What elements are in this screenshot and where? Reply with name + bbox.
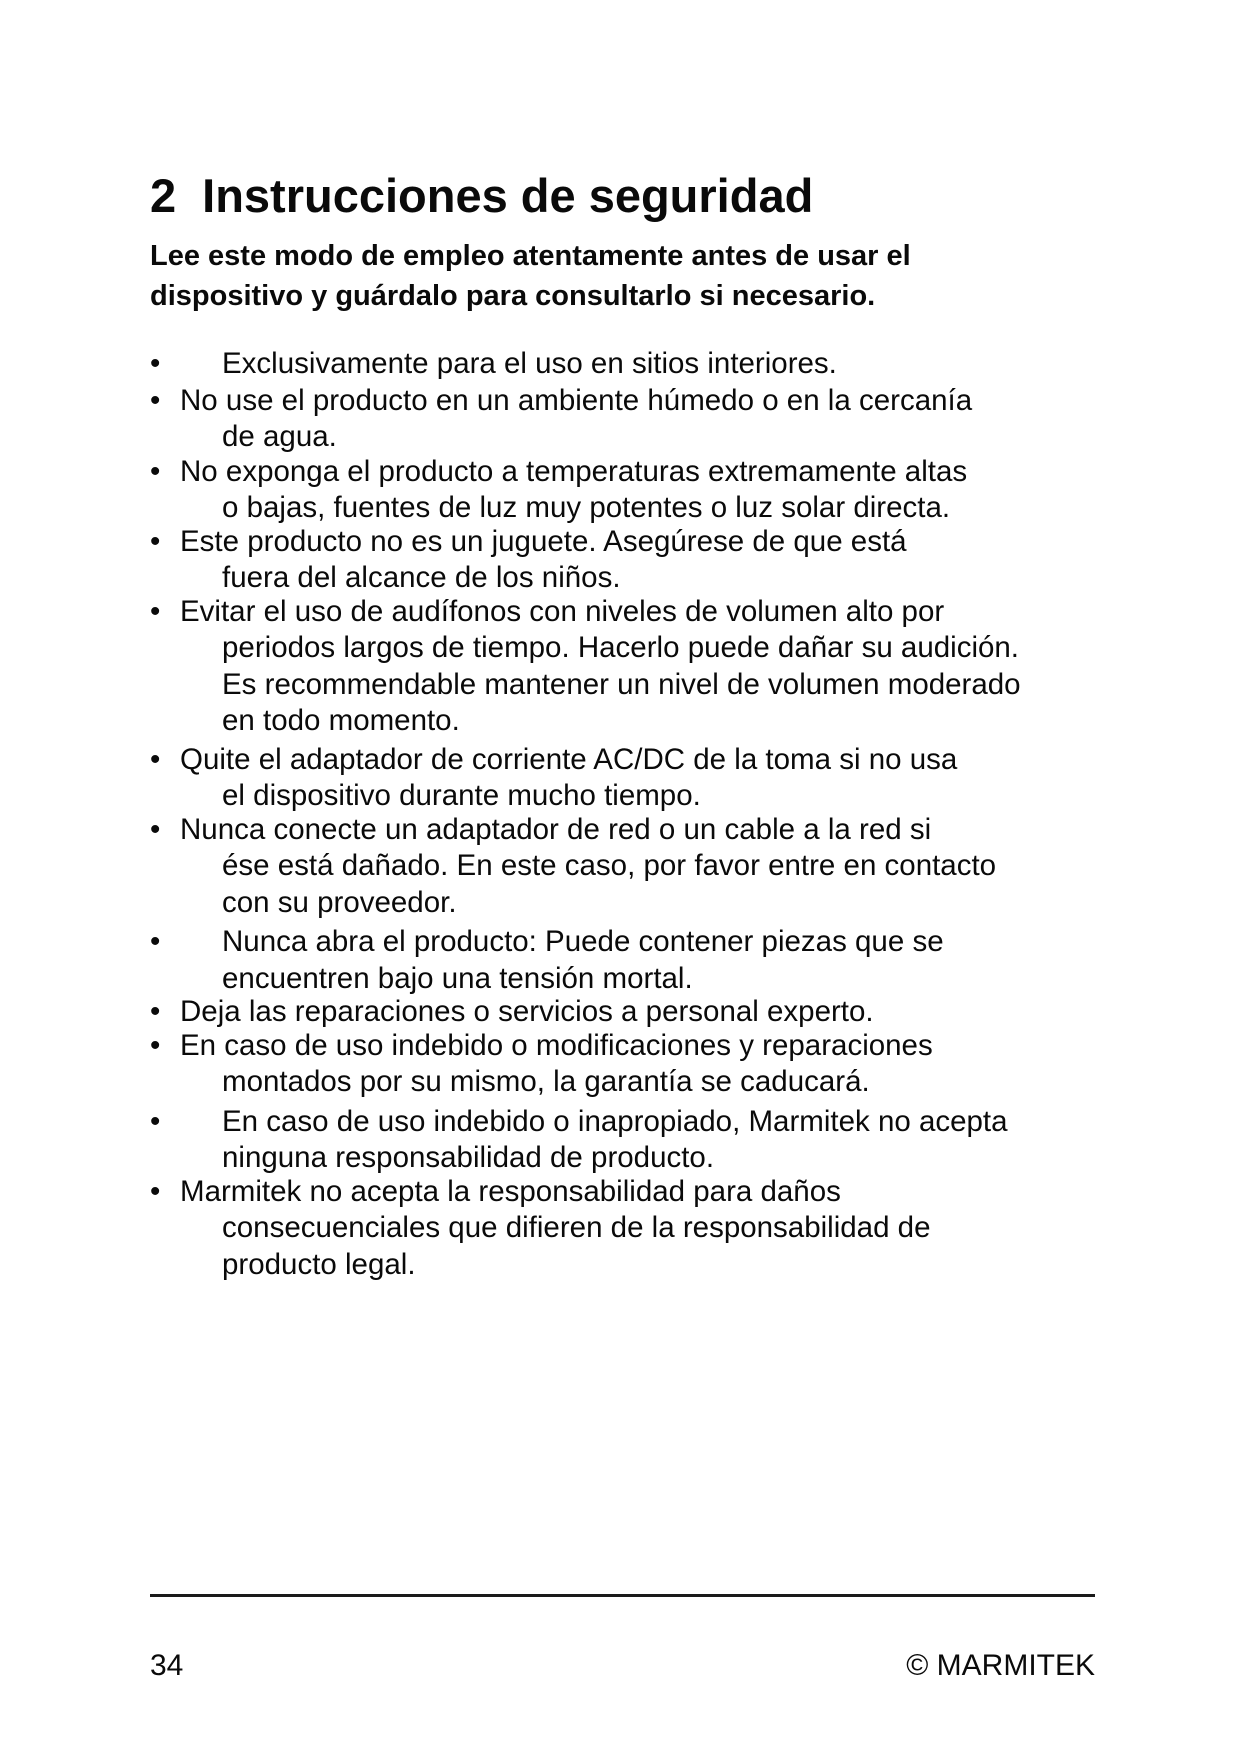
item-line: Este producto no es un juguete. Asegúrese de que está (180, 524, 907, 558)
list-item (150, 1104, 1110, 1177)
list-item (150, 812, 1110, 922)
item-line: Nunca abra el producto: Puede contener piezas que se (222, 925, 944, 958)
item-line: Evitar el uso de audífonos con niveles de volumen alto por (180, 594, 945, 628)
item-line: en todo momento. (222, 704, 460, 737)
intro-paragraph (150, 236, 1110, 316)
bullet: • (150, 383, 161, 417)
list-item (150, 346, 1110, 383)
copyright-notice: © MARMITEK (906, 1649, 1095, 1682)
list-item (150, 594, 1110, 740)
section-title: Instrucciones de seguridad (202, 169, 814, 222)
item-line: En caso de uso indebido o modificaciones y reparaciones (180, 1028, 933, 1062)
page-number: 34 (150, 1649, 184, 1682)
item-line: Nunca conecte un adaptador de red o un cable a la red si (180, 812, 932, 846)
item-line: con su proveedor. (222, 885, 457, 919)
bullet: • (150, 524, 161, 558)
list-item (150, 1174, 1110, 1284)
list-item (150, 383, 1110, 456)
item-line: ninguna responsabilidad de producto. (222, 1141, 715, 1174)
item-line: Deja las reparaciones o servicios a personal experto. (180, 995, 874, 1028)
item-line: montados por su mismo, la garantía se caducará. (222, 1065, 870, 1098)
bullet: • (150, 925, 161, 958)
item-line: Exclusivamente para el uso en sitios interiores. (222, 347, 837, 380)
item-line: fuera del alcance de los niños. (222, 561, 621, 594)
bullet: • (150, 1104, 161, 1138)
bullet: • (150, 812, 161, 846)
item-line: No use el producto en un ambiente húmedo o en la cercanía (180, 383, 973, 417)
bullet: • (150, 347, 161, 380)
list-item (150, 1028, 1110, 1101)
bullet: • (150, 742, 161, 776)
bullet: • (150, 995, 161, 1028)
item-line: No exponga el producto a temperaturas extremamente altas (180, 454, 968, 488)
item-line: el dispositivo durante mucho tiempo. (222, 779, 701, 812)
bullet: • (150, 1028, 161, 1062)
footer-divider (150, 1594, 1095, 1597)
item-line: consecuenciales que difieren de la responsabilidad de (222, 1211, 931, 1244)
bullet: • (150, 594, 161, 628)
safety-list (150, 346, 1110, 1283)
list-item (150, 454, 1110, 527)
intro-line: Lee este modo de empleo atentamente antes de usar el (150, 240, 911, 272)
bullet: • (150, 454, 161, 488)
list-item (150, 524, 1110, 597)
section-number: 2 (150, 169, 177, 222)
section-heading (150, 168, 813, 224)
list-item (150, 924, 1110, 997)
list-item (150, 994, 1110, 1031)
intro-line: dispositivo y guárdalo para consultarlo si necesario. (150, 280, 876, 312)
item-line: producto legal. (222, 1247, 416, 1281)
item-line: de agua. (222, 420, 337, 453)
item-line: Es recommendable mantener un nivel de volumen moderado (222, 667, 1021, 701)
item-line: encuentren bajo una tensión mortal. (222, 961, 693, 995)
item-line: periodos largos de tiempo. Hacerlo puede dañar su audición. (222, 631, 1020, 664)
item-line: En caso de uso indebido o inapropiado, Marmitek no acepta (222, 1104, 1008, 1138)
list-item (150, 742, 1110, 815)
item-line: Marmitek no acepta la responsabilidad para daños (180, 1174, 841, 1208)
item-line: Quite el adaptador de corriente AC/DC de la toma si no usa (180, 742, 958, 776)
bullet: • (150, 1174, 161, 1208)
item-line: o bajas, fuentes de luz muy potentes o luz solar directa. (222, 491, 951, 524)
item-line: ése está dañado. En este caso, por favor entre en contacto (222, 849, 997, 882)
